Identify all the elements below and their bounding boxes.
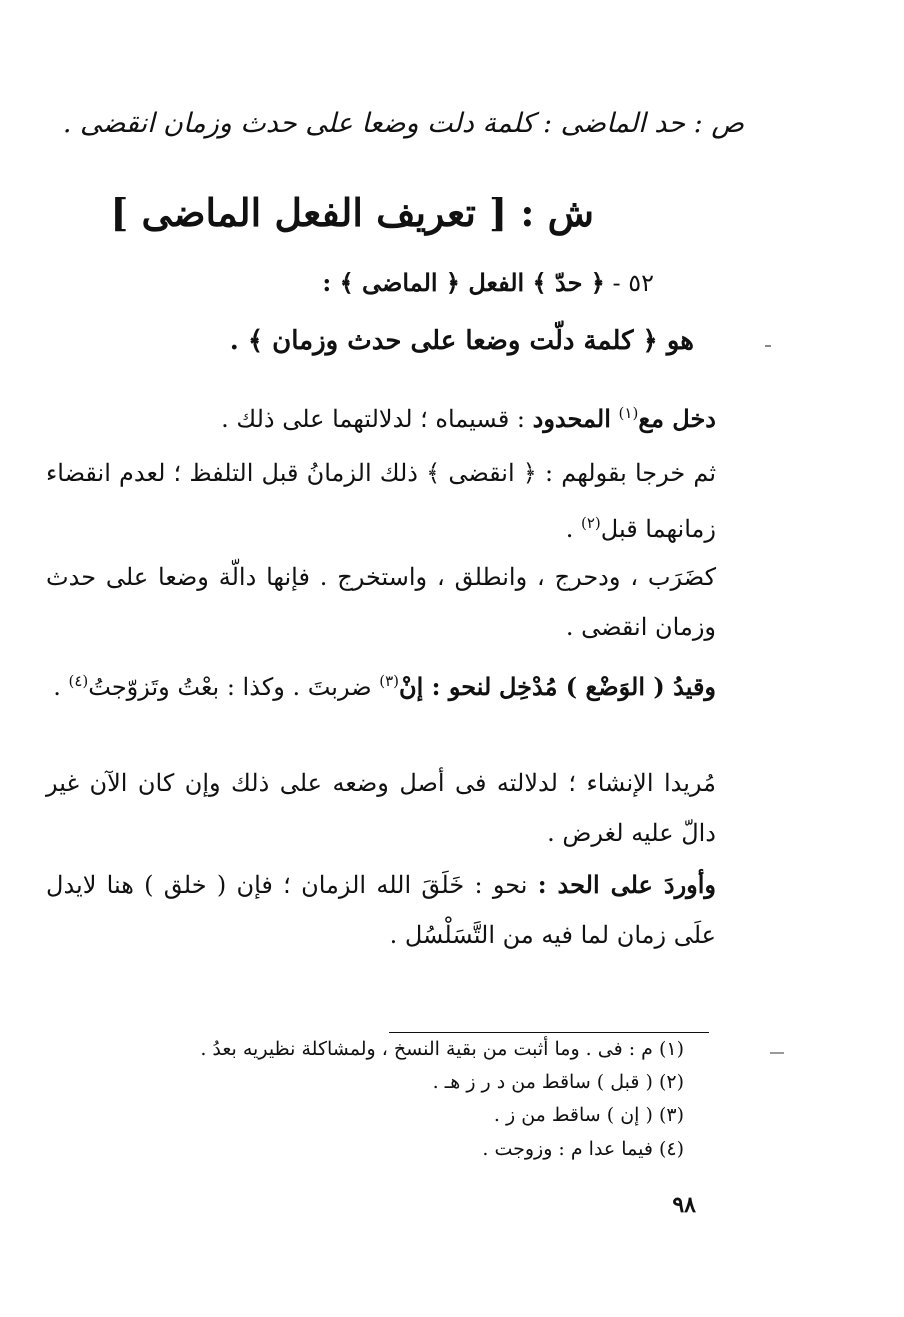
p2-end: . <box>565 515 574 543</box>
p4-footnote-ref-4: (٤) <box>68 672 89 690</box>
p4-end: . <box>53 673 61 701</box>
header-line: ص : حد الماضى : كلمة دلت وضعا على حدث وزمان انقضى . <box>62 108 744 139</box>
p2-text: ثم خرجا بقولهم : ﴿ انقضى ﴾ ذلك الزمانُ قبل التلفظ ؛ لعدم انقضاء زمانهما قبل <box>46 459 717 543</box>
p2-footnote-ref: (٢) <box>581 514 601 532</box>
paragraph-5: مُريدا الإنشاء ؛ لدلالته فى أصل وضعه على ذلك وإن كان الآن غير دالّ عليه لغرض . <box>46 769 716 847</box>
p1-lead: دخل مع <box>638 404 716 433</box>
paragraph-1 <box>46 388 716 444</box>
footnote-2: (٢) ( قبل ) ساقط من د ر ز هـ . <box>432 1071 684 1093</box>
p1-rest: : قسيماه ؛ لدلالتهما على ذلك . <box>221 405 526 433</box>
paragraph-3: كضَرَب ، ودحرج ، وانطلق ، واستخرج . فإنها دالّة وضعا على حدث وزمان انقضى . <box>46 563 716 641</box>
paragraph-4 <box>46 656 716 712</box>
p1-bold: المحدود <box>532 404 611 433</box>
p6-rest: نحو : خَلَقَ الله الزمان ؛ فإن ( خلق ) هنا لايدل علَى زمان لما فيه من التَّسَلْسُل . <box>46 871 716 949</box>
p4-footnote-ref-3: (٣) <box>379 672 400 690</box>
stray-mark-2 <box>770 1052 784 1054</box>
p4-bold: وقيدُ ( الوَضْع ) مُدْخِل <box>498 672 716 701</box>
definition-line: هو ﴿ كلمة دلّت وضعا على حدث وزمان ﴾ . <box>229 326 694 356</box>
p4-rest: ضربتَ . وكذا : بعْتُ وتَزوّجتُ <box>88 673 372 701</box>
page-number: ٩٨ <box>672 1192 696 1218</box>
entry-text: ﴿ حدّ ﴾ الفعل ﴿ الماضى ﴾ : <box>322 268 605 297</box>
footnote-1: (١) م : فى . وما أثبت من بقية النسخ ، ولمشاكلة نظيريه بعدُ . <box>200 1038 684 1060</box>
entry-number: ٥٢ - <box>612 269 654 297</box>
section-heading: [ تعريف الفعل الماضى ] <box>110 190 508 235</box>
footnote-4: (٤) فيما عدا م : وزوجت . <box>482 1138 684 1160</box>
p1-footnote-ref: (١) <box>618 404 639 422</box>
section-title <box>110 190 594 235</box>
entry-line <box>322 268 654 297</box>
footnote-3: (٣) ( إن ) ساقط من ز . <box>493 1104 684 1126</box>
p4-mid: لنحو : إنْ <box>399 672 492 701</box>
stray-mark <box>765 345 771 347</box>
paragraph-2 <box>46 448 716 554</box>
p6-bold: وأوردَ على الحد : <box>537 870 716 899</box>
section-prefix: ش : <box>520 190 594 235</box>
footnote-rule <box>389 1032 709 1033</box>
paragraph-6 <box>46 860 716 960</box>
